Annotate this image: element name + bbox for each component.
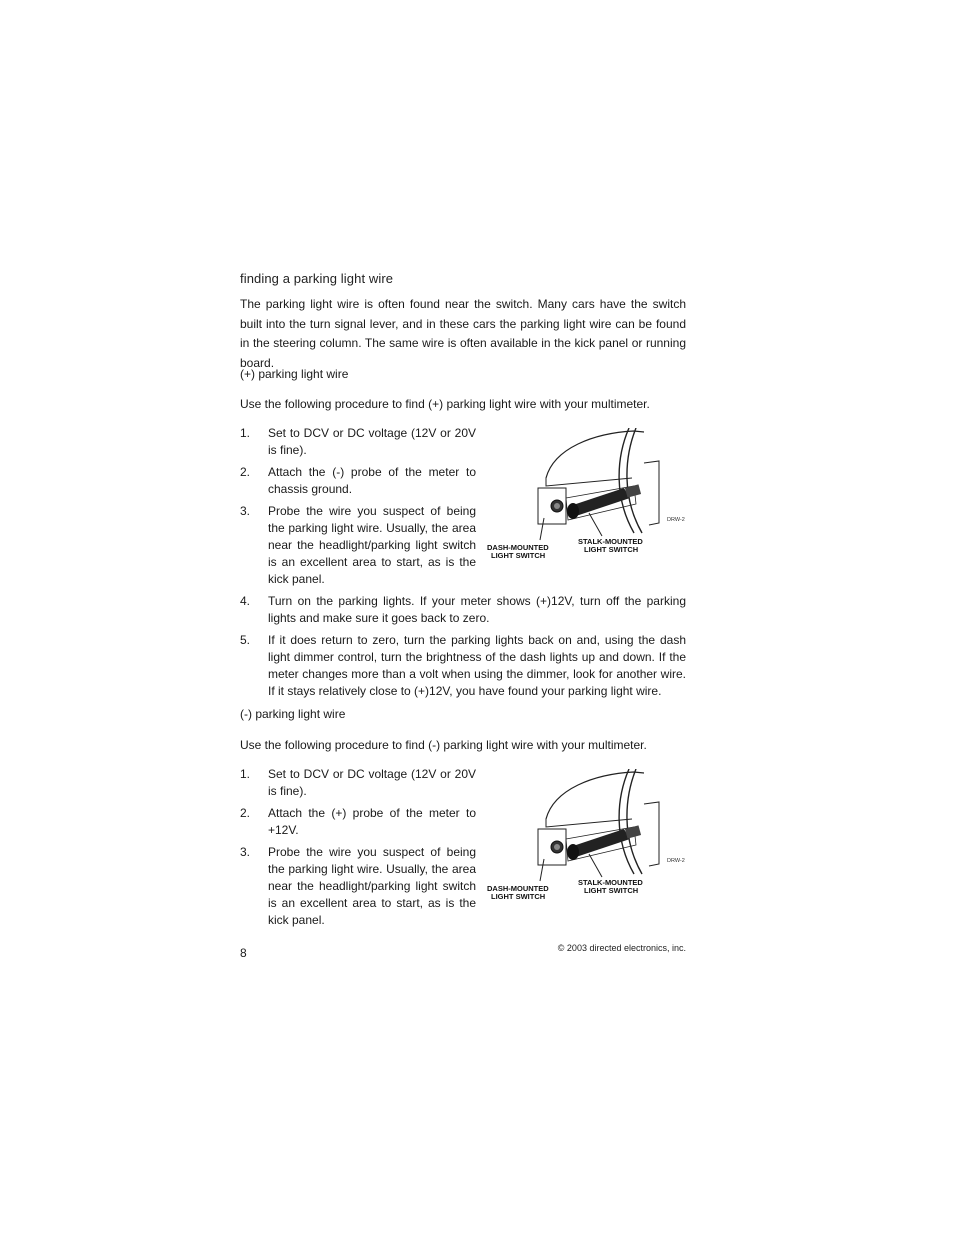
list-item: 1. Set to DCV or DC voltage (12V or 20V is fine). <box>240 767 476 798</box>
negative-steps <box>240 766 476 934</box>
list-item: 3. Probe the wire you suspect of being the parking light wire. Usually, the area near the headlight/parking light switch is an excellent area to start, as is the kick panel. <box>240 845 476 927</box>
stalk-label-line1: STALK-MOUNTED <box>578 537 643 546</box>
copyright-notice: © 2003 directed electronics, inc. <box>557 943 686 953</box>
list-item: 2. Attach the (-) probe of the meter to chassis ground. <box>240 465 476 496</box>
stalk-label-line2: LIGHT SWITCH <box>584 545 639 554</box>
positive-steps-long <box>240 593 686 705</box>
positive-steps-short <box>240 425 476 593</box>
list-item: 2. Attach the (+) probe of the meter to +12V. <box>240 806 476 837</box>
positive-subtitle: (+) parking light wire <box>240 367 349 381</box>
dash-label-line2: LIGHT SWITCH <box>491 551 546 560</box>
positive-lead: Use the following procedure to find (+) parking light wire with your multimeter. <box>240 397 650 411</box>
dashboard-drawing <box>484 428 694 563</box>
list-item: 3. Probe the wire you suspect of being the parking light wire. Usually, the area near the headlight/parking light switch is an excellent area to start, as is the kick panel. <box>240 504 476 586</box>
intro-paragraph: The parking light wire is often found near the switch. Many cars have the switch built into the turn signal lever, and in these cars the parking light wire can be found in the steering column. The same wire is often available in the kick panel or running board. <box>240 297 686 370</box>
negative-lead: Use the following procedure to find (-) parking light wire with your multimeter. <box>240 738 647 752</box>
list-item: 4. Turn on the parking lights. If your meter shows (+)12V, turn off the parking lights and make sure it goes back to zero. <box>240 594 686 625</box>
page-number: 8 <box>240 946 247 960</box>
dashboard-drawing <box>484 769 694 904</box>
negative-subtitle: (-) parking light wire <box>240 707 346 721</box>
figure-code: DRW-2 <box>667 858 685 864</box>
stalk-label-line2: LIGHT SWITCH <box>584 886 639 895</box>
list-item: 5. If it does return to zero, turn the parking lights back on and, using the dash light dimmer control, turn the brightness of the dash lights up and down. If the meter changes more than a volt when using the dimmer, look for another wire. If it stays relatively close to (+)12V, you have found your parking light wire. <box>240 633 686 698</box>
light-switch-illustration-1 <box>484 428 694 563</box>
section-title: finding a parking light wire <box>240 271 394 286</box>
dash-label-line1: DASH-MOUNTED <box>487 543 549 552</box>
figure-code: DRW-2 <box>667 517 685 523</box>
dash-label-line1: DASH-MOUNTED <box>487 884 549 893</box>
list-item: 1. Set to DCV or DC voltage (12V or 20V is fine). <box>240 426 476 457</box>
stalk-label-line1: STALK-MOUNTED <box>578 878 643 887</box>
light-switch-illustration-2 <box>484 769 694 904</box>
dash-label-line2: LIGHT SWITCH <box>491 892 546 901</box>
